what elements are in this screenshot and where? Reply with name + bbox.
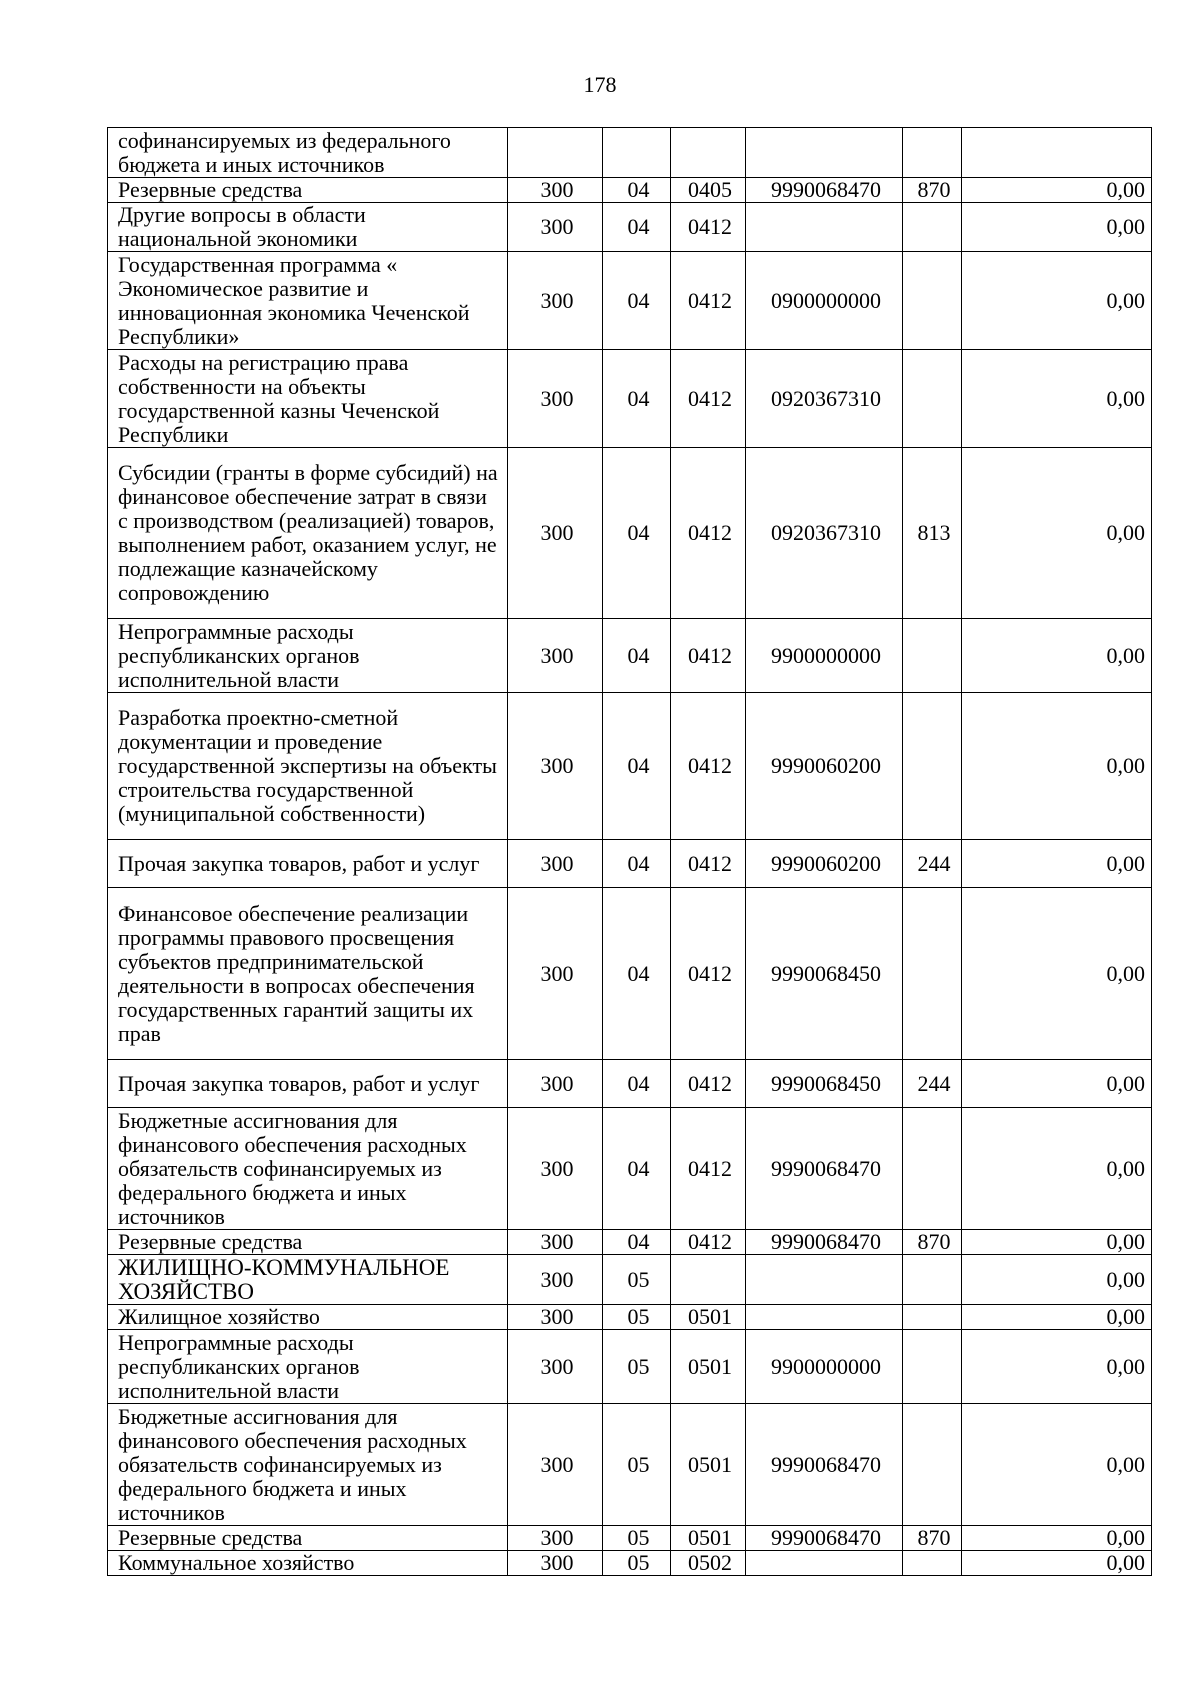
section-code: 04 xyxy=(603,840,671,888)
amount: 0,00 xyxy=(962,619,1152,693)
type-code xyxy=(903,1108,962,1230)
table-row xyxy=(108,1108,1152,1230)
amount: 0,00 xyxy=(962,178,1152,203)
table-row xyxy=(108,1255,1152,1305)
subsection-code xyxy=(671,128,746,178)
section-code: 04 xyxy=(603,888,671,1060)
amount: 0,00 xyxy=(962,1404,1152,1526)
subsection-code: 0501 xyxy=(671,1330,746,1404)
admin-code: 300 xyxy=(508,693,603,840)
section-code: 05 xyxy=(603,1404,671,1526)
row-name: Резервные средства xyxy=(108,1230,508,1255)
row-name: Непрограммные расходы республиканских органов исполнительной власти xyxy=(108,619,508,693)
target-code: 9990060200 xyxy=(746,840,903,888)
type-code: 870 xyxy=(903,1526,962,1551)
subsection-code: 0501 xyxy=(671,1404,746,1526)
target-code: 9990060200 xyxy=(746,693,903,840)
row-name: Непрограммные расходы республиканских органов исполнительной власти xyxy=(108,1330,508,1404)
type-code: 244 xyxy=(903,840,962,888)
table-row xyxy=(108,1526,1152,1551)
target-code: 0900000000 xyxy=(746,252,903,350)
admin-code: 300 xyxy=(508,1108,603,1230)
row-name: Резервные средства xyxy=(108,178,508,203)
admin-code: 300 xyxy=(508,1060,603,1108)
admin-code: 300 xyxy=(508,1526,603,1551)
admin-code xyxy=(508,128,603,178)
row-name: софинансируемых из федерального бюджета и иных источников xyxy=(108,128,508,178)
subsection-code: 0412 xyxy=(671,203,746,252)
type-code xyxy=(903,128,962,178)
target-code xyxy=(746,1551,903,1576)
type-code: 813 xyxy=(903,448,962,619)
amount: 0,00 xyxy=(962,1255,1152,1305)
admin-code: 300 xyxy=(508,203,603,252)
target-code: 9900000000 xyxy=(746,619,903,693)
subsection-code: 0412 xyxy=(671,888,746,1060)
type-code xyxy=(903,888,962,1060)
table-row xyxy=(108,888,1152,1060)
table-row xyxy=(108,1404,1152,1526)
subsection-code: 0501 xyxy=(671,1305,746,1330)
subsection-code: 0412 xyxy=(671,448,746,619)
subsection-code: 0412 xyxy=(671,1108,746,1230)
admin-code: 300 xyxy=(508,1551,603,1576)
section-code: 04 xyxy=(603,252,671,350)
target-code: 9990068470 xyxy=(746,178,903,203)
admin-code: 300 xyxy=(508,840,603,888)
table-row xyxy=(108,252,1152,350)
target-code: 0920367310 xyxy=(746,350,903,448)
type-code xyxy=(903,1404,962,1526)
type-code xyxy=(903,619,962,693)
subsection-code: 0412 xyxy=(671,693,746,840)
section-code: 04 xyxy=(603,1108,671,1230)
section-code: 04 xyxy=(603,178,671,203)
admin-code: 300 xyxy=(508,350,603,448)
subsection-code: 0412 xyxy=(671,619,746,693)
target-code: 9990068470 xyxy=(746,1404,903,1526)
row-name: Субсидии (гранты в форме субсидий) на финансовое обеспечение затрат в связи с производством (реализацией) товаров, выполнением работ, оказанием услуг, не подлежащие казначейскому сопровождению xyxy=(108,448,508,619)
admin-code: 300 xyxy=(508,1404,603,1526)
subsection-code: 0412 xyxy=(671,840,746,888)
section-code: 05 xyxy=(603,1255,671,1305)
target-code xyxy=(746,1255,903,1305)
target-code: 9990068470 xyxy=(746,1230,903,1255)
table-row xyxy=(108,350,1152,448)
amount: 0,00 xyxy=(962,203,1152,252)
table-row xyxy=(108,178,1152,203)
row-name: Прочая закупка товаров, работ и услуг xyxy=(108,840,508,888)
type-code xyxy=(903,350,962,448)
amount: 0,00 xyxy=(962,840,1152,888)
target-code: 9900000000 xyxy=(746,1330,903,1404)
table-row xyxy=(108,619,1152,693)
page-number: 178 xyxy=(583,72,617,97)
table-row xyxy=(108,1330,1152,1404)
section-code: 05 xyxy=(603,1551,671,1576)
row-name: Государственная программа « Экономическое развитие и инновационная экономика Чеченской Республики» xyxy=(108,252,508,350)
subsection-code: 0502 xyxy=(671,1551,746,1576)
amount: 0,00 xyxy=(962,350,1152,448)
section-code: 05 xyxy=(603,1330,671,1404)
section-code: 04 xyxy=(603,619,671,693)
row-name: Расходы на регистрацию права собственности на объекты государственной казны Чеченской Республики xyxy=(108,350,508,448)
subsection-code: 0412 xyxy=(671,1230,746,1255)
type-code xyxy=(903,693,962,840)
section-code: 04 xyxy=(603,1060,671,1108)
amount: 0,00 xyxy=(962,1305,1152,1330)
subsection-code xyxy=(671,1255,746,1305)
target-code xyxy=(746,128,903,178)
subsection-code: 0412 xyxy=(671,350,746,448)
amount: 0,00 xyxy=(962,693,1152,840)
row-name: Разработка проектно-сметной документации и проведение государственной экспертизы на объекты строительства государственной (муниципальной собственности) xyxy=(108,693,508,840)
table-row xyxy=(108,840,1152,888)
target-code: 9990068450 xyxy=(746,888,903,1060)
table-row xyxy=(108,1551,1152,1576)
section-code: 04 xyxy=(603,1230,671,1255)
row-name: ЖИЛИЩНО-КОММУНАЛЬНОЕ ХОЗЯЙСТВО xyxy=(108,1255,508,1305)
subsection-code: 0501 xyxy=(671,1526,746,1551)
type-code xyxy=(903,252,962,350)
table-row xyxy=(108,203,1152,252)
table-row xyxy=(108,1305,1152,1330)
amount: 0,00 xyxy=(962,1108,1152,1230)
subsection-code: 0412 xyxy=(671,252,746,350)
target-code: 9990068450 xyxy=(746,1060,903,1108)
row-name: Бюджетные ассигнования для финансового обеспечения расходных обязательств софинансируемых из федерального бюджета и иных источников xyxy=(108,1404,508,1526)
amount: 0,00 xyxy=(962,1330,1152,1404)
amount: 0,00 xyxy=(962,888,1152,1060)
table-row xyxy=(108,448,1152,619)
row-name: Жилищное хозяйство xyxy=(108,1305,508,1330)
admin-code: 300 xyxy=(508,1305,603,1330)
admin-code: 300 xyxy=(508,1330,603,1404)
amount: 0,00 xyxy=(962,1230,1152,1255)
admin-code: 300 xyxy=(508,448,603,619)
type-code xyxy=(903,1551,962,1576)
amount: 0,00 xyxy=(962,448,1152,619)
table-row xyxy=(108,693,1152,840)
subsection-code: 0412 xyxy=(671,1060,746,1108)
section-code: 05 xyxy=(603,1305,671,1330)
table-row xyxy=(108,1060,1152,1108)
row-name: Финансовое обеспечение реализации программы правового просвещения субъектов предпринимательской деятельности в вопросах обеспечения государственных гарантий защиты их прав xyxy=(108,888,508,1060)
type-code: 870 xyxy=(903,1230,962,1255)
admin-code: 300 xyxy=(508,178,603,203)
amount: 0,00 xyxy=(962,1060,1152,1108)
target-code xyxy=(746,1305,903,1330)
target-code: 9990068470 xyxy=(746,1526,903,1551)
type-code xyxy=(903,1255,962,1305)
admin-code: 300 xyxy=(508,252,603,350)
type-code: 870 xyxy=(903,178,962,203)
section-code: 05 xyxy=(603,1526,671,1551)
section-code xyxy=(603,128,671,178)
row-name: Коммунальное хозяйство xyxy=(108,1551,508,1576)
row-name: Бюджетные ассигнования для финансового обеспечения расходных обязательств софинансируемых из федерального бюджета и иных источников xyxy=(108,1108,508,1230)
section-code: 04 xyxy=(603,203,671,252)
type-code xyxy=(903,1330,962,1404)
admin-code: 300 xyxy=(508,619,603,693)
row-name: Прочая закупка товаров, работ и услуг xyxy=(108,1060,508,1108)
row-name: Резервные средства xyxy=(108,1526,508,1551)
type-code xyxy=(903,203,962,252)
target-code xyxy=(746,203,903,252)
target-code: 9990068470 xyxy=(746,1108,903,1230)
amount: 0,00 xyxy=(962,1526,1152,1551)
table-row xyxy=(108,128,1152,178)
table-row xyxy=(108,1230,1152,1255)
section-code: 04 xyxy=(603,448,671,619)
admin-code: 300 xyxy=(508,1255,603,1305)
admin-code: 300 xyxy=(508,888,603,1060)
amount: 0,00 xyxy=(962,252,1152,350)
type-code xyxy=(903,1305,962,1330)
section-code: 04 xyxy=(603,350,671,448)
admin-code: 300 xyxy=(508,1230,603,1255)
amount xyxy=(962,128,1152,178)
budget-table xyxy=(107,127,1152,1576)
amount: 0,00 xyxy=(962,1551,1152,1576)
type-code: 244 xyxy=(903,1060,962,1108)
row-name: Другие вопросы в области национальной экономики xyxy=(108,203,508,252)
subsection-code: 0405 xyxy=(671,178,746,203)
target-code: 0920367310 xyxy=(746,448,903,619)
section-code: 04 xyxy=(603,693,671,840)
